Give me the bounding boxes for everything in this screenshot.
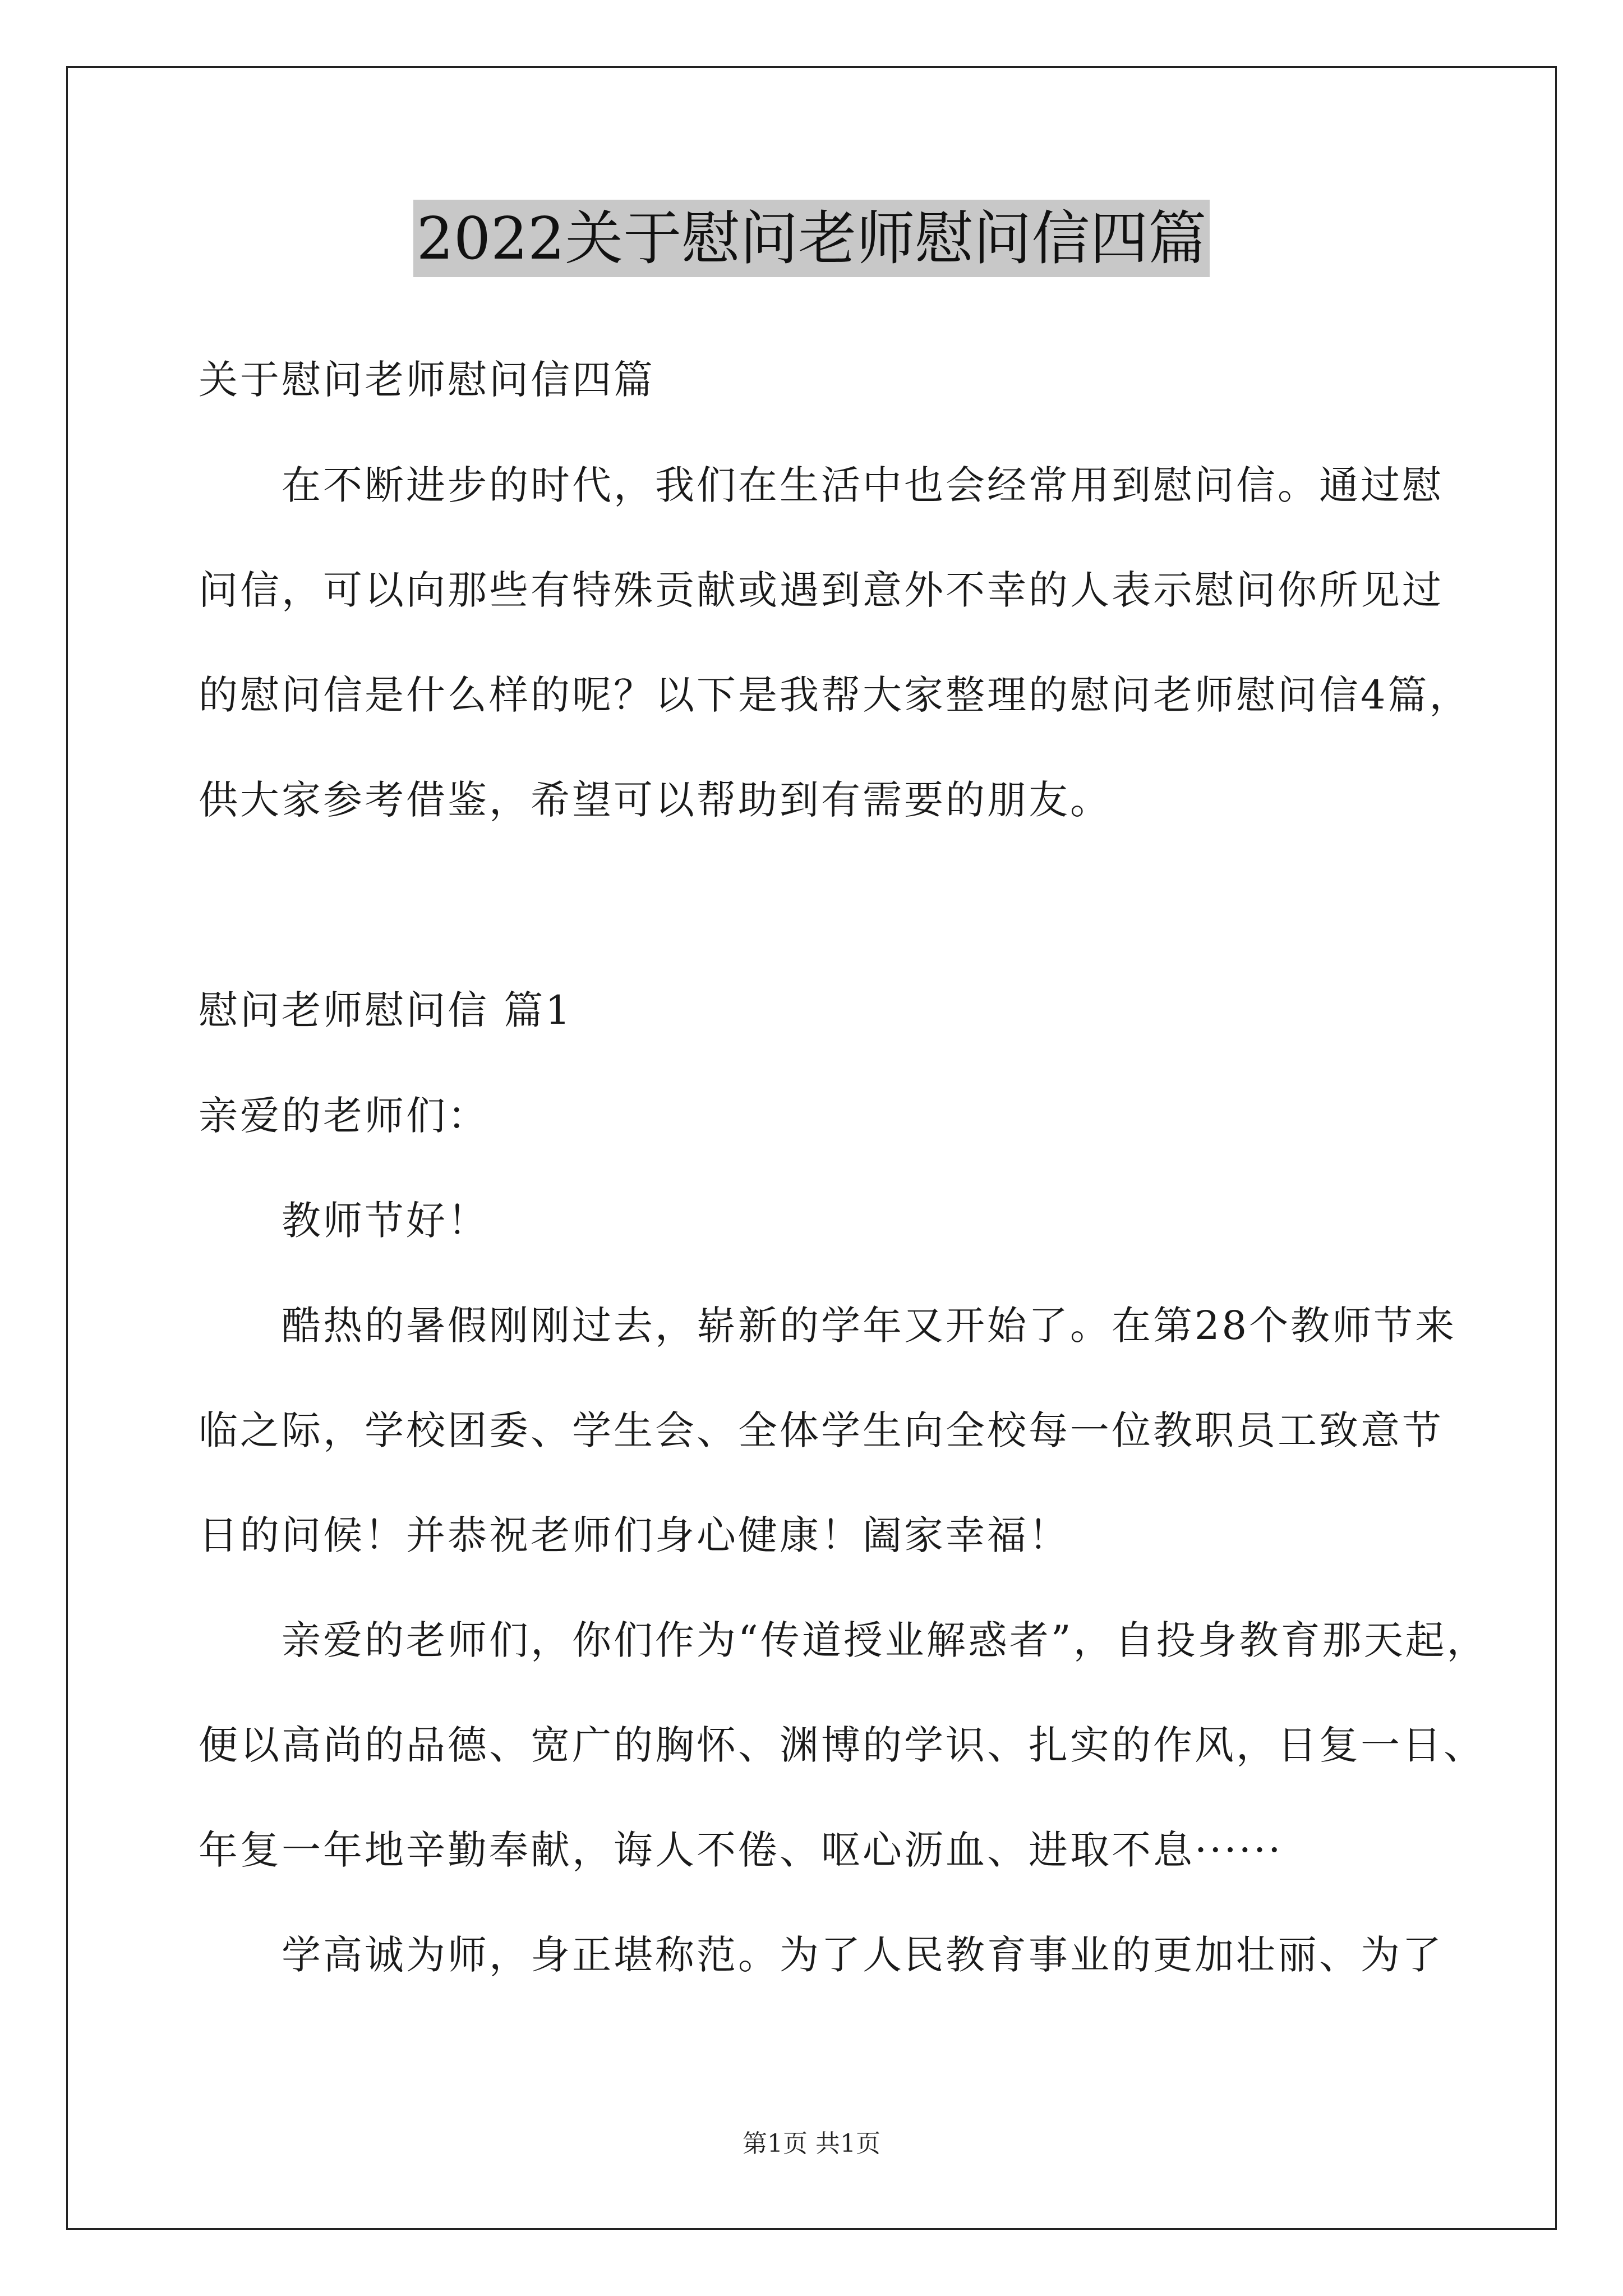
intro-line: 问信，可以向那些有特殊贡献或遇到意外不幸的人表示慰问你所见过 xyxy=(199,567,1444,613)
greeting: 教师节好！ xyxy=(282,1198,489,1244)
paragraph-line: 日的问候！并恭祝老师们身心健康！阖家幸福！ xyxy=(199,1512,1070,1558)
paragraph-line: 亲爱的老师们，你们作为“传道授业解惑者”，自投身教育那天起， xyxy=(282,1617,1488,1663)
paragraph-line: 年复一年地辛勤奉献，诲人不倦、呕心沥血、进取不息······ xyxy=(199,1827,1283,1873)
paragraph-line: 便以高尚的品德、宽广的胸怀、渊博的学识、扎实的作风，日复一日、 xyxy=(199,1722,1485,1768)
paragraph-line: 酷热的暑假刚刚过去，崭新的学年又开始了。在第28个教师节来 xyxy=(282,1303,1457,1349)
intro-line: 供大家参考借鉴，希望可以帮助到有需要的朋友。 xyxy=(199,777,1112,823)
document-title: 2022关于慰问老师慰问信四篇 xyxy=(413,200,1210,277)
intro-line: 的慰问信是什么样的呢？以下是我帮大家整理的慰问老师慰问信4篇， xyxy=(199,672,1471,718)
section-heading: 慰问老师慰问信 篇1 xyxy=(199,987,573,1033)
intro-line: 在不断进步的时代，我们在生活中也会经常用到慰问信。通过慰 xyxy=(282,462,1444,508)
paragraph-line: 临之际，学校团委、学生会、全体学生向全校每一位教职员工致意节 xyxy=(199,1407,1444,1453)
paragraph-line: 学高诚为师，身正堪称范。为了人民教育事业的更加壮丽、为了 xyxy=(282,1932,1444,1978)
title-container xyxy=(0,200,1623,277)
document-subtitle: 关于慰问老师慰问信四篇 xyxy=(199,357,655,403)
salutation: 亲爱的老师们： xyxy=(199,1093,489,1139)
page-footer: 第1页 共1页 xyxy=(743,2129,880,2158)
